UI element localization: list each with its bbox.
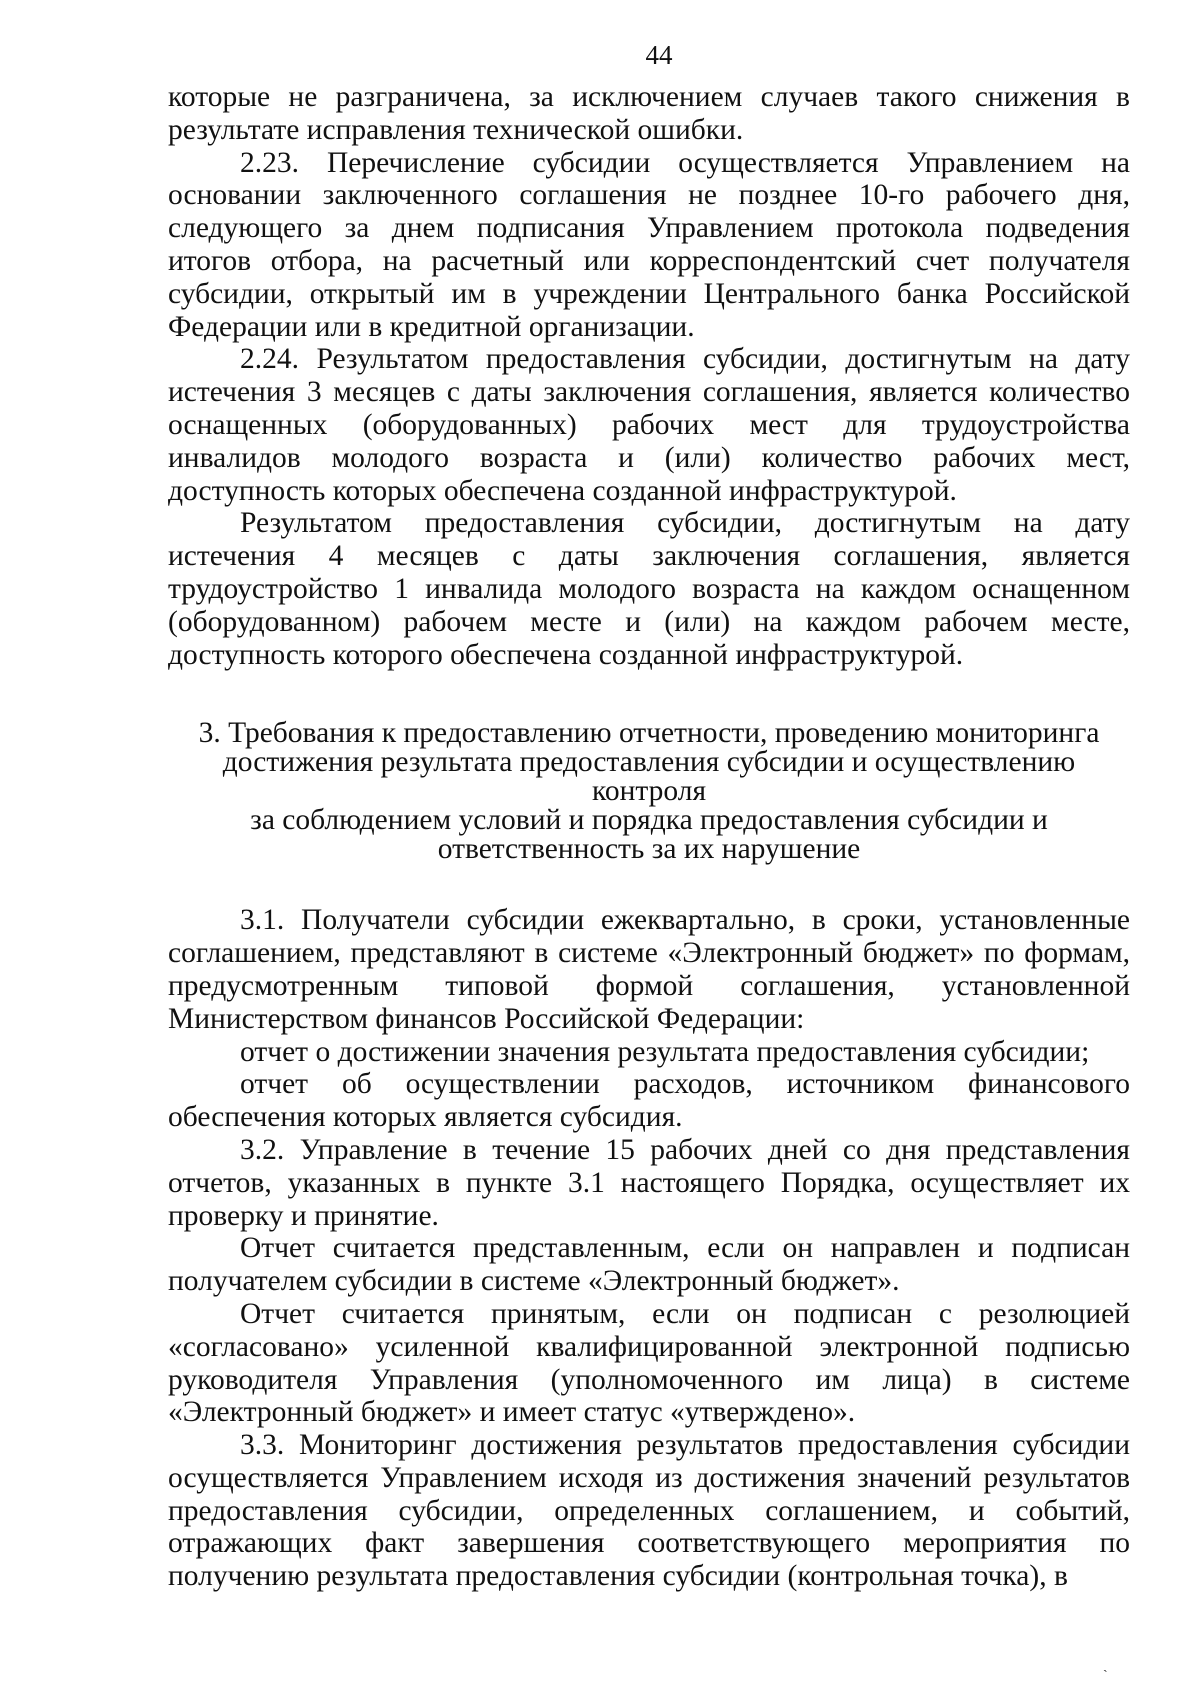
section-title-line: ответственность за их нарушение <box>437 833 861 866</box>
section-title-line: достижения результата предоставления субсидии и осуществлению контроля <box>222 746 1076 808</box>
paragraph-3-1-report-1: отчет о достижении значения результата предоставления субсидии; <box>240 1035 1090 1068</box>
section-3-heading <box>168 719 1130 864</box>
paragraph-continuation: которые не разграничена, за исключением случаев такого снижения в результате исправления технической ошибки. <box>168 81 1130 146</box>
paragraph-3-2: 3.2. Управление в течение 15 рабочих дней со дня представления отчетов, указанных в пункте 3.1 настоящего Порядка, осуществляет их проверку и принятие. <box>168 1133 1130 1232</box>
paragraph-2-24-second: Результатом предоставления субсидии, достигнутым на дату истечения 4 месяцев с даты заключения соглашения, является трудоустройство 1 инвалида молодого возраста на каждом оснащенном (оборудованном) рабочем месте и (или) на каждом рабочем месте, доступность которого обеспечена созданной инфраструктурой. <box>168 507 1130 671</box>
section-title-line: за соблюдением условий и порядка предоставления субсидии и <box>250 804 1048 837</box>
paragraph-2-24: 2.24. Результатом предоставления субсидии, достигнутым на дату истечения 3 месяцев с даты заключения соглашения, является количество оснащенных (оборудованных) рабочих мест для трудоустройства инвалидов молодого возраста и (или) количество рабочих мест, доступность которых обеспечена созданной инфраструктурой. <box>168 343 1130 507</box>
document-page <box>168 40 1130 1593</box>
paragraph-3-1-report-2: отчет об осуществлении расходов, источником финансового обеспечения которых является субсидия. <box>168 1068 1130 1134</box>
scan-mark: ˎ <box>1103 1658 1108 1673</box>
paragraph-3-2-accepted: Отчет считается принятым, если он подписан с резолюцией «согласовано» усиленной квалифицированной электронной подписью руководителя Управления (уполномоченного им лица) в системе «Электронный бюджет» и имеет статус «утверждено». <box>168 1297 1130 1429</box>
section-title-line: 3. Требования к предоставлению отчетности, проведению мониторинга <box>198 717 1100 750</box>
paragraph-3-3: 3.3. Мониторинг достижения результатов предоставления субсидии осуществляется Управлением исходя из достижения значений результатов предоставления субсидии, определенных соглашением, и событий, отражающих факт завершения соответствующего мероприятия по получению результата предоставления субсидии (контрольная точка), в <box>168 1429 1130 1593</box>
paragraph-3-2-submitted: Отчет считается представленным, если он направлен и подписан получателем субсидии в системе «Электронный бюджет». <box>168 1232 1130 1298</box>
page-number: 44 <box>645 40 673 70</box>
paragraph-3-1: 3.1. Получатели субсидии ежеквартально, в сроки, установленные соглашением, представляют в системе «Электронный бюджет» по формам, предусмотренным типовой формой соглашения, установленной Министерством финансов Российской Федерации: <box>168 904 1130 1035</box>
paragraph-2-23: 2.23. Перечисление субсидии осуществляется Управлением на основании заключенного соглашения не позднее 10-го рабочего дня, следующего за днем подписания Управлением протокола подведения итогов отбора, на расчетный или корреспондентский счет получателя субсидии, открытый им в учреждении Центрального банка Российской Федерации или в кредитной организации. <box>168 146 1130 343</box>
